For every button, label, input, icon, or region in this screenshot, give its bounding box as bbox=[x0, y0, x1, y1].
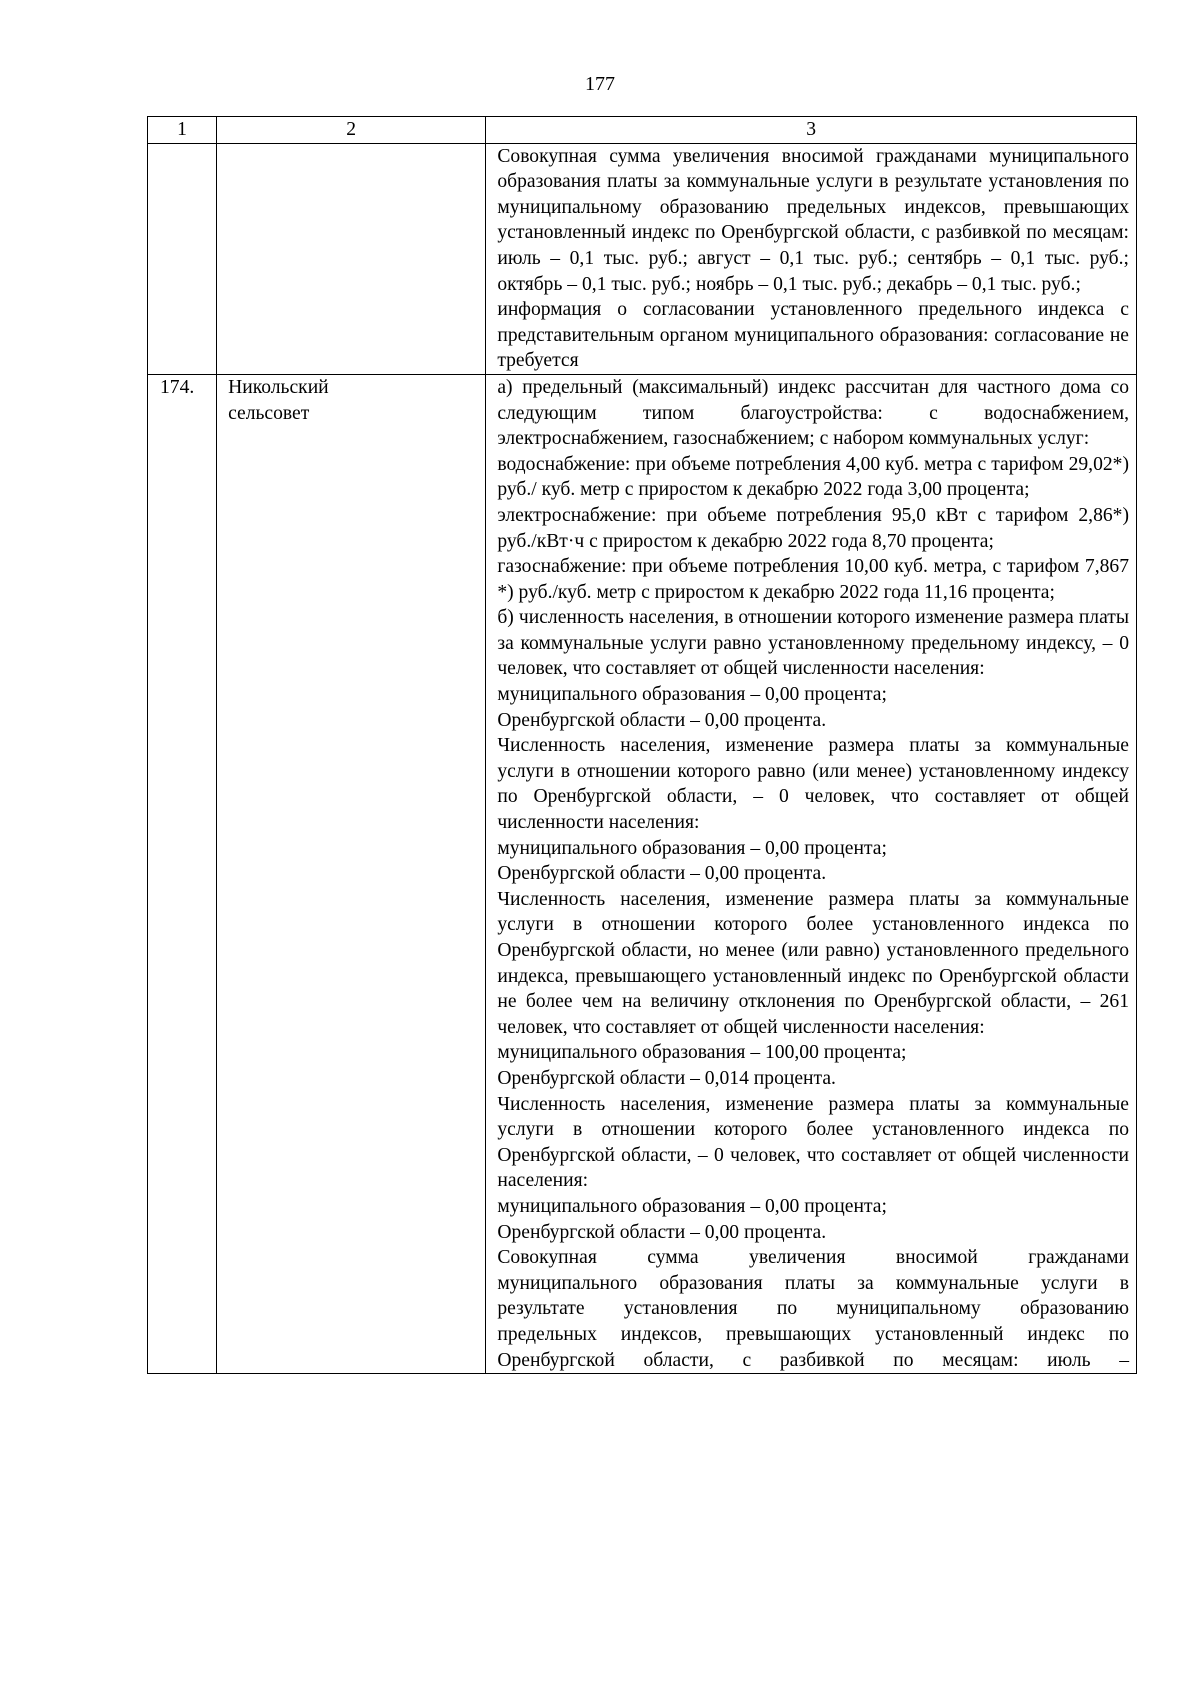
row-text-cell bbox=[486, 143, 1137, 374]
text-paragraph: информация о согласовании установленного предельного индекса с представительным органом муниципального образования: согласование не требуется bbox=[497, 299, 1129, 372]
text-paragraph: муниципального образования – 0,00 процента; bbox=[497, 837, 887, 859]
table-header-row bbox=[148, 117, 1137, 144]
text-line: результате установления по муниципальному образованию bbox=[497, 1298, 1129, 1320]
text-line: предельных индексов, превышающих установленный индекс по bbox=[497, 1323, 1129, 1345]
row-text-cell bbox=[486, 374, 1137, 1373]
row-name-cell bbox=[217, 143, 486, 374]
text-paragraph: Оренбургской области – 0,00 процента. bbox=[497, 709, 827, 731]
table-row bbox=[148, 143, 1137, 374]
table-row bbox=[148, 374, 1137, 1373]
text-line: муниципального образования платы за коммунальные услуги в bbox=[497, 1272, 1129, 1294]
text-paragraph: муниципального образования – 0,00 процента; bbox=[497, 1195, 887, 1217]
page-number: 177 bbox=[585, 73, 615, 95]
text-paragraph: Оренбургской области – 0,00 процента. bbox=[497, 1221, 827, 1243]
text-line: Оренбургской области, с разбивкой по месяцам: июль – bbox=[497, 1349, 1129, 1371]
municipality-name-line: сельсовет bbox=[228, 402, 310, 424]
text-line: Совокупная сумма увеличения вносимой гражданами bbox=[497, 1247, 1129, 1269]
text-paragraph: Оренбургской области – 0,014 процента. bbox=[497, 1067, 836, 1089]
column-header: 3 bbox=[486, 117, 1137, 144]
row-name-cell bbox=[217, 374, 486, 1373]
text-paragraph: Численность населения, изменение размера платы за коммунальные услуги в отношении которого более установленного индекса по Оренбургской области, – 0 человек, что составляет от общей численности населения: bbox=[497, 1093, 1129, 1192]
column-header: 1 bbox=[148, 117, 217, 144]
row-number-cell bbox=[148, 143, 217, 374]
municipality-name-line: Никольский bbox=[228, 376, 329, 398]
text-paragraph: Совокупная сумма увеличения вносимой гражданами муниципального образования платы за коммунальные услуги в результате установления по муниципальному образованию предельных индексов, превышающих установленный индекс по Оренбургской области, с разбивкой по месяцам: июль – 0,1 тыс. руб.; август – 0,1 тыс. руб.; сентябрь – 0,1 тыс. руб.; октябрь – 0,1 тыс. руб.; ноябрь – 0,1 тыс. руб.; декабрь – 0,1 тыс. руб.; bbox=[497, 145, 1129, 295]
text-paragraph: водоснабжение: при объеме потребления 4,00 куб. метра с тарифом 29,02*) руб./ куб. метр с приростом к декабрю 2022 года 3,00 процента; bbox=[497, 453, 1129, 501]
text-paragraph: газоснабжение: при объеме потребления 10,00 куб. метра, с тарифом 7,867 *) руб./куб. метр с приростом к декабрю 2022 года 11,16 процента; bbox=[497, 556, 1129, 603]
data-table bbox=[147, 116, 1137, 1374]
text-paragraph: а) предельный (максимальный) индекс рассчитан для частного дома со следующим типом благоустройства: с водоснабжением, электроснабжением, газоснабжением; с набором коммунальных услуг: bbox=[497, 376, 1129, 450]
text-paragraph: Численность населения, изменение размера платы за коммунальные услуги в отношении которого равно (или менее) установленному индексу по Оренбургской области, – 0 человек, что составляет от общей численности населения: bbox=[497, 735, 1129, 834]
column-header: 2 bbox=[217, 117, 486, 144]
text-paragraph: муниципального образования – 0,00 процента; bbox=[497, 684, 887, 706]
text-paragraph: электроснабжение: при объеме потребления 95,0 кВт с тарифом 2,86*) руб./кВт·ч с приростом к декабрю 2022 года 8,70 процента; bbox=[497, 504, 1129, 552]
text-paragraph: Численность населения, изменение размера платы за коммунальные услуги в отношении которого более установленного индекса по Оренбургской области, но менее (или равно) установленного предельного индекса, превышающего установленный индекс по Оренбургской области не более чем на величину отклонения по Оренбургской области, – 261 человек, что составляет от общей численности населения: bbox=[497, 888, 1129, 1038]
text-paragraph: б) численность населения, в отношении которого изменение размера платы за коммунальные услуги равно установленному предельному индексу, – 0 человек, что составляет от общей численности населения: bbox=[497, 607, 1129, 680]
row-number-cell: 174. bbox=[148, 374, 217, 1373]
text-paragraph: Оренбургской области – 0,00 процента. bbox=[497, 863, 827, 885]
text-paragraph: муниципального образования – 100,00 процента; bbox=[497, 1042, 907, 1064]
